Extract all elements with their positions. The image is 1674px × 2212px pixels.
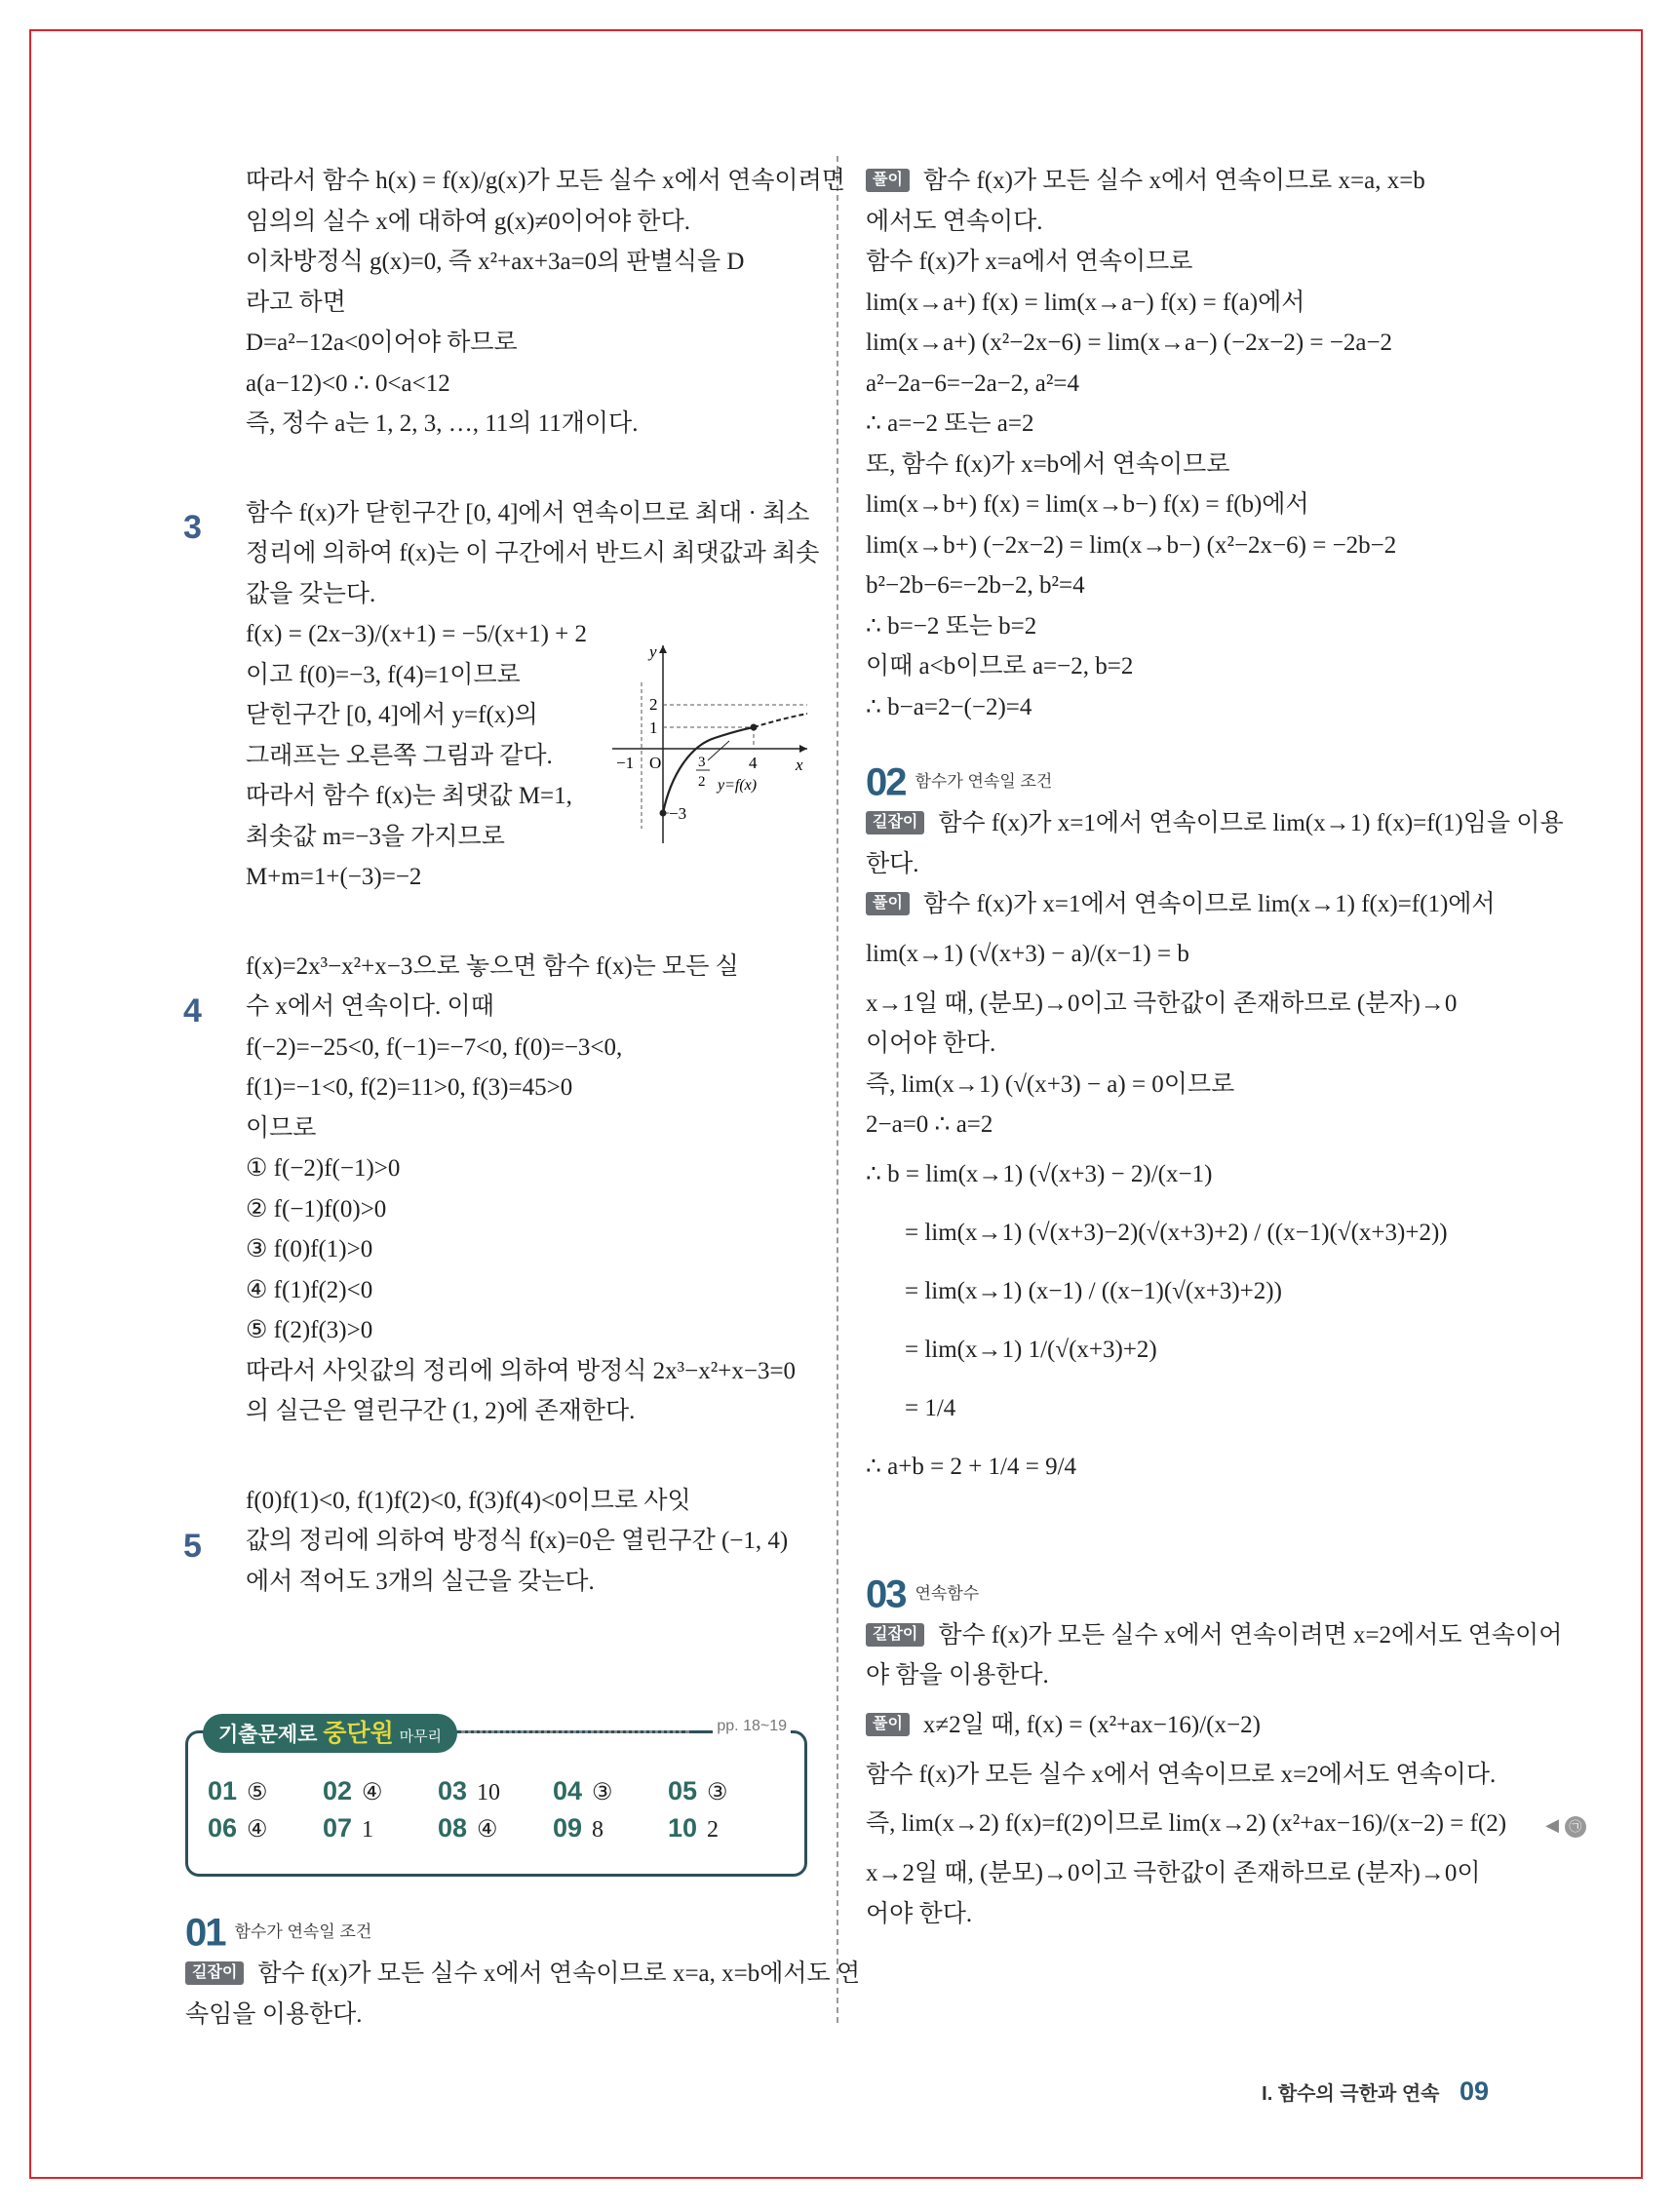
text-line: 함수 f(x)가 x=a에서 연속이므로	[866, 249, 1193, 275]
page-number: 09	[1459, 2076, 1489, 2106]
text-line: 즉, 정수 a는 1, 2, 3, …, 11의 11개이다.	[246, 410, 639, 437]
endpoint	[751, 724, 758, 731]
right-column	[866, 161, 1582, 1934]
text-line: 정리에 의하여 f(x)는 이 구간에서 반드시 최댓값과 최솟	[246, 540, 820, 566]
text-line: f(x)=2x³−x²+x−3으로 놓으면 함수 f(x)는 모든 실	[246, 952, 739, 980]
function-graph	[612, 643, 807, 848]
answer-item: 03 10	[438, 1776, 501, 1805]
text-line: 즉, lim(x→1) (√(x+3) − a) = 0이므로	[866, 1070, 1235, 1098]
guide-tag: 길잡이	[866, 1623, 924, 1647]
label-pointer	[708, 741, 729, 760]
endpoint	[660, 810, 667, 817]
y-axis-arrow	[659, 645, 667, 653]
tick-label: 2	[649, 695, 658, 714]
page-footer	[1262, 2076, 1489, 2107]
section-heading: 01 함수가 연속일 조건	[185, 1911, 372, 1955]
chapter-title: I. 함수의 극한과 연속	[1262, 2083, 1440, 2105]
problem-number: 5	[183, 1528, 202, 1565]
math-line: 즉, lim(x→2) f(x)=f(2)이므로 lim(x→2) (x²+ax−16)/(x−2) = f(2) ◀ ㉠	[866, 1795, 1499, 1853]
text-line: b²−2b−6=−2b−2, b²=4	[866, 572, 1085, 599]
guide-tag: 길잡이	[866, 811, 924, 834]
text-line: 이어야 한다.	[866, 1030, 996, 1057]
column-divider	[837, 156, 838, 2023]
text-line: ② f(−1)f(0)>0	[246, 1195, 387, 1222]
math-line: 풀이 x≠2일 때, f(x) = (x²+ax−16)/(x−2)	[866, 1696, 1499, 1755]
text-line: a²−2a−6=−2a−2, a²=4	[866, 369, 1079, 397]
text-line: a(a−12)<0 ∴ 0<a<12	[246, 369, 450, 397]
text-line: 이때 a<b이므로 a=−2, b=2	[866, 653, 1134, 679]
text-line: 함수 f(x)가 닫힌구간 [0, 4]에서 연속이므로 최대 · 최소	[246, 499, 810, 526]
tick-label: 2	[698, 774, 706, 790]
answer-item: 09 8	[553, 1813, 604, 1843]
math-line: = 1/4	[905, 1394, 956, 1421]
answer-item: 02 ④	[323, 1776, 383, 1805]
text-line: 2−a=0 ∴ a=2	[866, 1111, 993, 1138]
text-line: 임의의 실수 x에 대하여 g(x)≠0이어야 한다.	[246, 208, 690, 235]
text-line: 값의 정리에 의하여 방정식 f(x)=0은 열린구간 (−1, 4)	[246, 1528, 789, 1554]
curve-extension	[754, 714, 807, 727]
solution-tag: 풀이	[866, 1713, 910, 1736]
text-line: 값을 갖는다.	[246, 580, 376, 607]
text-line: 풀이 함수 f(x)가 모든 실수 x에서 연속이므로 x=a, x=b	[866, 161, 1499, 202]
text-line: lim(x→b+) (−2x−2) = lim(x→b−) (x²−2x−6) = −2b−2	[866, 531, 1397, 559]
tick-label: 4	[749, 754, 758, 772]
guide-tag: 길잡이	[185, 1961, 244, 1985]
text-line: ① f(−2)f(−1)>0	[246, 1155, 401, 1182]
math-line: = lim(x→1) 1/(√(x+3)+2)	[905, 1336, 1157, 1363]
text-line: 이차방정식 g(x)=0, 즉 x²+ax+3a=0의 판별식을 D	[246, 249, 745, 275]
text-line: x→2일 때, (분모)→0이고 극한값이 존재하므로 (분자)→0이	[866, 1860, 1481, 1886]
text-line: 닫힌구간 [0, 4]에서 y=f(x)의	[246, 702, 538, 728]
text-line: 따라서 사잇값의 정리에 의하여 방정식 2x³−x²+x−3=0	[246, 1357, 797, 1384]
text-line: ④ f(1)f(2)<0	[246, 1276, 373, 1303]
text-line: 속임을 이용한다.	[185, 2000, 363, 2028]
math-line: ∴ a+b = 2 + 1/4 = 9/4	[866, 1453, 1077, 1480]
text-line: 이므로	[246, 1114, 317, 1142]
text-line: f(1)=−1<0, f(2)=11>0, f(3)=45>0	[246, 1074, 573, 1101]
text-line: 풀이 함수 f(x)가 x=1에서 연속이므로 lim(x→1) f(x)=f(1)에서	[866, 884, 1499, 925]
text-line: 길잡이 함수 f(x)가 모든 실수 x에서 연속이므로 x=a, x=b에서도 연	[185, 1954, 809, 1995]
answer-item: 06 ④	[208, 1813, 268, 1843]
text-line: ∴ a=−2 또는 a=2	[866, 410, 1034, 437]
page-range: pp. 18~19	[713, 1718, 791, 1735]
answer-box	[185, 1718, 807, 1877]
text-line: 수 x에서 연속이다. 이때	[246, 993, 494, 1020]
x-axis-arrow	[799, 745, 807, 753]
text-line: 따라서 함수 h(x) = f(x)/g(x)가 모든 실수 x에서 연속이려면	[246, 168, 845, 194]
text-line: ⑤ f(2)f(3)>0	[246, 1317, 373, 1343]
text-line: 길잡이 함수 f(x)가 모든 실수 x에서 연속이려면 x=2에서도 연속이어	[866, 1615, 1499, 1656]
answer-item: 08 ④	[438, 1813, 498, 1843]
curve-label: y=f(x)	[718, 777, 758, 794]
text-line: 이고 f(0)=−3, f(4)=1이므로	[246, 661, 521, 688]
solution-tag: 풀이	[866, 892, 910, 915]
axis-label: x	[796, 756, 803, 774]
tick-label: −1	[616, 754, 635, 772]
text-line: 길잡이 함수 f(x)가 x=1에서 연속이므로 lim(x→1) f(x)=f(1)임을 이용	[866, 803, 1499, 844]
text-line: lim(x→a+) f(x) = lim(x→a−) f(x) = f(a)에서	[866, 289, 1305, 316]
text-line: 에서도 연속이다.	[866, 208, 1043, 235]
text-line: 최솟값 m=−3을 가지므로	[246, 823, 505, 850]
text-line: x→1일 때, (분모)→0이고 극한값이 존재하므로 (분자)→0	[866, 990, 1458, 1017]
text-line: ∴ b=−2 또는 b=2	[866, 612, 1037, 640]
answer-item: 10 2	[668, 1813, 720, 1843]
section-heading: 02 함수가 연속일 조건	[866, 760, 1053, 804]
text-line: 야 함을 이용한다.	[866, 1662, 1049, 1688]
text-line: f(x) = (2x−3)/(x+1) = −5/(x+1) + 2	[246, 621, 588, 647]
text-line: lim(x→b+) f(x) = lim(x→b−) f(x) = f(b)에서	[866, 491, 1309, 518]
tick-label: −3	[669, 804, 687, 823]
text-line: f(0)f(1)<0, f(1)f(2)<0, f(3)f(4)<0이므로 사잇	[246, 1487, 691, 1514]
text-line: 한다.	[866, 850, 919, 877]
answer-item: 05 ③	[668, 1776, 728, 1805]
axis-label: y	[649, 642, 657, 661]
solution-tag: 풀이	[866, 169, 910, 192]
answer-item: 07 1	[323, 1813, 374, 1843]
text-line: 따라서 함수 f(x)는 최댓값 M=1,	[246, 783, 572, 809]
section-01	[185, 1903, 861, 2035]
tick-label: 3	[698, 755, 706, 770]
origin-label: O	[649, 754, 662, 772]
answer-item: 01 ⑤	[208, 1776, 268, 1805]
answer-box-title: 기출문제로 중단원 마무리	[203, 1714, 457, 1753]
text-line: ③ f(0)f(1)>0	[246, 1236, 373, 1262]
tick-label: 1	[649, 718, 658, 737]
text-line: f(−2)=−25<0, f(−1)=−7<0, f(0)=−3<0,	[246, 1033, 623, 1061]
text-line: ∴ b−a=2−(−2)=4	[866, 693, 1032, 720]
math-line: lim(x→1) (√(x+3) − a)/(x−1) = b	[866, 940, 1189, 967]
text-line: 의 실근은 열린구간 (1, 2)에 존재한다.	[246, 1398, 636, 1424]
text-line: 에서 적어도 3개의 실근을 갖는다.	[246, 1568, 595, 1595]
text-line: 또, 함수 f(x)가 x=b에서 연속이므로	[866, 450, 1230, 478]
text-line: D=a²−12a<0이어야 하므로	[246, 330, 518, 356]
left-column	[246, 161, 845, 1602]
text-line: M+m=1+(−3)=−2	[246, 864, 422, 890]
text-line: 어야 한다.	[866, 1900, 973, 1927]
text-line: 함수 f(x)가 모든 실수 x에서 연속이므로 x=2에서도 연속이다.	[866, 1761, 1497, 1788]
answer-item: 04 ③	[553, 1776, 613, 1805]
math-line: ∴ b = lim(x→1) (√(x+3) − 2)/(x−1)	[866, 1160, 1213, 1187]
reference-mark: ◀ ㉠	[1545, 1796, 1586, 1854]
problem-number: 4	[183, 992, 202, 1029]
text-line: lim(x→a+) (x²−2x−6) = lim(x→a−) (−2x−2) = −2a−2	[866, 330, 1393, 356]
problem-number: 3	[183, 509, 202, 546]
math-line: = lim(x→1) (√(x+3)−2)(√(x+3)+2) / ((x−1)(√(x+3)+2))	[905, 1219, 1448, 1246]
section-heading: 03 연속함수	[866, 1572, 980, 1615]
text-line: 라고 하면	[246, 289, 346, 316]
math-line: = lim(x→1) (x−1) / ((x−1)(√(x+3)+2))	[905, 1277, 1282, 1304]
text-line: 그래프는 오른쪽 그림과 같다.	[246, 742, 553, 769]
